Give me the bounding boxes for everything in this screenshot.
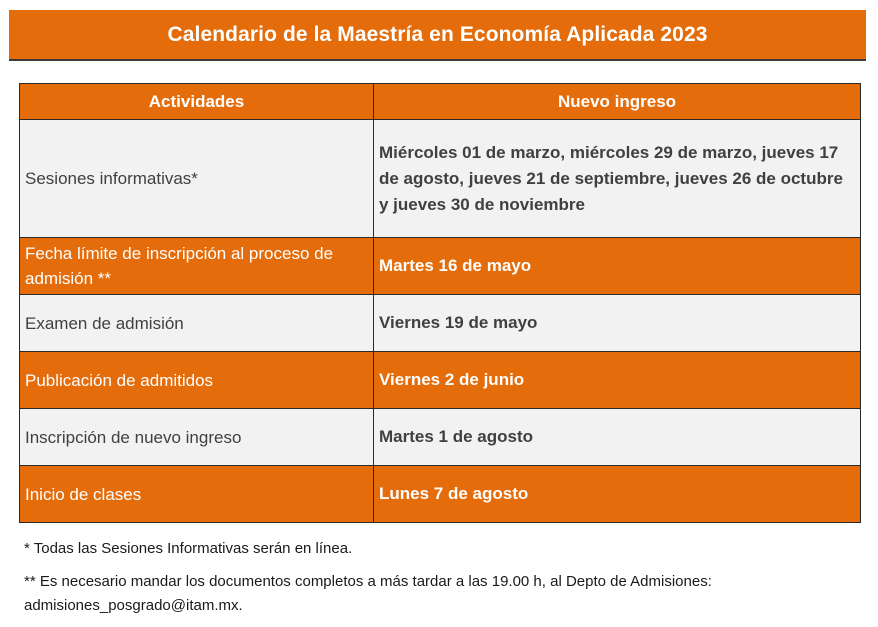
- activity-cell: Inscripción de nuevo ingreso: [20, 409, 374, 466]
- activity-cell: Fecha límite de inscripción al proceso de admisión **: [20, 238, 374, 295]
- footnote-documents: ** Es necesario mandar los documentos completos a más tardar a las 19.00 h, al Depto de Admisiones: admisiones_posgrado@itam.mx.: [24, 573, 712, 614]
- date-cell: Miércoles 01 de marzo, miércoles 29 de marzo, jueves 17 de agosto, jueves 21 de septiembre, jueves 26 de octubre y jueves 30 de noviembre: [374, 120, 861, 238]
- calendar-table: [19, 83, 861, 523]
- table-row: [20, 352, 861, 409]
- header-activities: Actividades: [20, 84, 374, 120]
- footnote-online-sessions: * Todas las Sesiones Informativas serán en línea.: [24, 540, 353, 557]
- table-row: [20, 409, 861, 466]
- activity-cell: Sesiones informativas*: [20, 120, 374, 238]
- table-row: [20, 295, 861, 352]
- date-cell: Viernes 19 de mayo: [374, 295, 861, 352]
- table-header-row: [20, 84, 861, 120]
- date-cell: Viernes 2 de junio: [374, 352, 861, 409]
- activity-cell: Inicio de clases: [20, 466, 374, 523]
- title-banner: [9, 10, 866, 61]
- table-row: [20, 120, 861, 238]
- date-cell: Lunes 7 de agosto: [374, 466, 861, 523]
- activity-cell: Examen de admisión: [20, 295, 374, 352]
- date-cell: Martes 16 de mayo: [374, 238, 861, 295]
- table-row: [20, 466, 861, 523]
- table-row: [20, 238, 861, 295]
- date-cell: Martes 1 de agosto: [374, 409, 861, 466]
- header-new-admission: Nuevo ingreso: [374, 84, 861, 120]
- page-title: Calendario de la Maestría en Economía Aplicada 2023: [167, 22, 708, 46]
- activity-cell: Publicación de admitidos: [20, 352, 374, 409]
